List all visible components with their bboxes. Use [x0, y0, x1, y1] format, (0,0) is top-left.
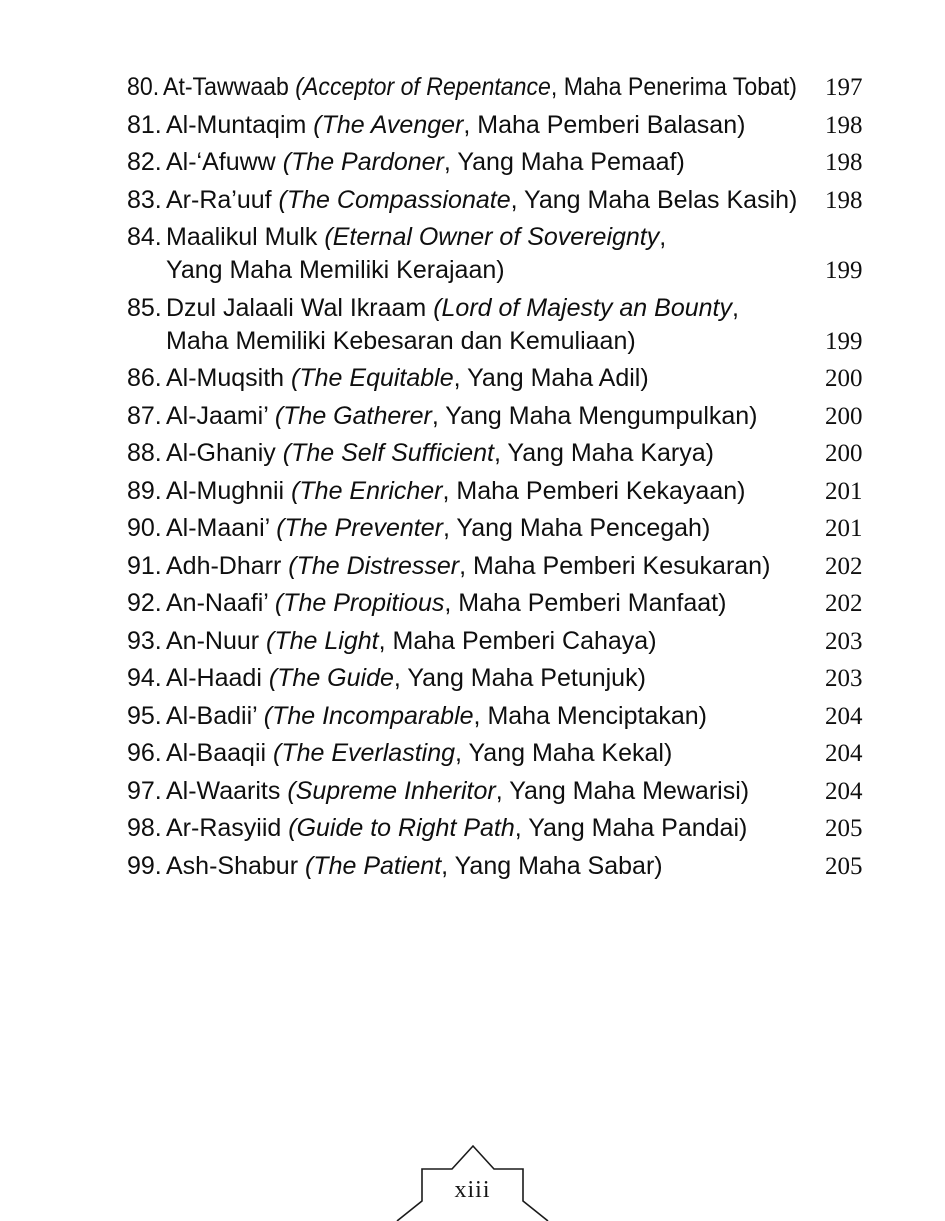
toc-entry-text: [127, 812, 747, 845]
toc-entry-text: [127, 362, 649, 395]
toc-page-number: 202: [825, 590, 863, 617]
toc-page-number: 205: [825, 852, 863, 880]
toc-text: , Yang Maha Karya): [493, 439, 714, 467]
toc-text: An-Nuur: [166, 626, 267, 655]
toc-page-number: 204: [825, 740, 863, 767]
toc-text: Al-Ghaniy: [166, 439, 283, 467]
toc-entry-number: 92.: [127, 589, 162, 617]
toc-text: Al-Badii’: [166, 701, 264, 730]
toc-entry: [127, 475, 865, 508]
toc-entry-text: [127, 700, 707, 733]
toc-entry-number: 96.: [127, 739, 162, 767]
toc-name-english: (The Propitious: [274, 589, 445, 617]
toc-entry-text: [166, 254, 505, 287]
toc-entry-number: 84.: [127, 223, 162, 251]
toc-entry-number: 83.: [127, 185, 162, 214]
toc-entry-text: [127, 625, 657, 658]
toc-text: An-Naafi’: [166, 589, 275, 617]
toc-entry-line: [127, 437, 865, 470]
toc-text: , Yang Maha Belas Kasih): [510, 185, 798, 214]
toc-text: ,: [659, 223, 667, 251]
toc-entry: [127, 221, 865, 287]
toc-name-english: (The Patient: [304, 851, 442, 880]
toc-entry: [127, 700, 865, 733]
toc-name-english: (Acceptor of Repentance: [295, 73, 551, 101]
toc-entry-number: 81.: [127, 110, 162, 139]
toc-text: Maha Memiliki Kebesaran dan Kemuliaan): [166, 326, 636, 355]
toc-page-number: 204: [825, 702, 863, 730]
toc-name-english: (Eternal Owner of Sovereignty: [324, 223, 660, 251]
toc-name-english: (The Compassionate: [278, 185, 511, 214]
toc-entry-line: [127, 625, 865, 658]
toc-name-english: (The Pardoner: [282, 148, 444, 176]
toc-entry-line: [127, 737, 865, 770]
toc-entry-line: [127, 587, 865, 620]
toc-entry-line: [127, 700, 865, 733]
toc-entry: [127, 512, 865, 545]
toc-entry: [127, 400, 865, 433]
toc-text: Adh-Dharr: [166, 551, 289, 580]
toc-name-english: (The Light: [266, 626, 379, 655]
toc-text: Al-‘Afuww: [166, 148, 283, 176]
toc-entry-line: [127, 221, 865, 254]
toc-page-number: 198: [825, 186, 863, 214]
toc-text: , Maha Pemberi Cahaya): [378, 626, 657, 655]
toc-entry-number: 80.: [127, 73, 160, 101]
toc-page-number: 198: [825, 111, 863, 139]
toc-page-number: 201: [825, 477, 863, 505]
toc-entry: [127, 587, 865, 620]
toc-entry-line: [127, 254, 865, 287]
toc-page-number: 200: [825, 365, 863, 392]
toc-entry: [127, 184, 865, 217]
toc-entry-line: [127, 662, 865, 695]
toc-page-number: 200: [825, 440, 863, 467]
toc-page-number: 199: [825, 327, 863, 355]
toc-text: , Yang Maha Pencegah): [442, 514, 711, 542]
toc-entry-text: [127, 221, 666, 254]
toc-name-english: (The Guide: [268, 664, 394, 692]
toc-name-english: (The Distresser: [288, 551, 460, 580]
toc-entry-number: 93.: [127, 626, 162, 655]
toc-text: Al-Waarits: [166, 776, 288, 805]
toc-entry-text: [127, 184, 797, 217]
toc-entry-number: 89.: [127, 476, 162, 505]
toc-text: , Maha Penerima Tobat): [550, 73, 798, 101]
toc-entry-number: 86.: [127, 364, 162, 392]
toc-entry-text: [127, 662, 646, 695]
toc-page-number: 204: [825, 777, 863, 805]
toc-text: Ar-Rasyiid: [166, 814, 289, 842]
toc-text: , Yang Maha Mengumpulkan): [431, 401, 758, 430]
toc-entry-text: [127, 737, 672, 770]
toc-text: , Yang Maha Sabar): [441, 851, 663, 880]
toc-entry-text: [127, 512, 710, 545]
toc-page-number: 197: [825, 74, 863, 101]
toc-text: , Maha Pemberi Manfaat): [444, 589, 727, 617]
toc-text: Al-Maani’: [166, 514, 277, 542]
toc-name-english: (Lord of Majesty an Bounty: [433, 293, 732, 322]
toc-entry-line: [127, 292, 865, 325]
toc-text: Al-Jaami’: [166, 401, 275, 430]
toc-entry-number: 90.: [127, 514, 162, 542]
toc-entry: [127, 812, 865, 845]
toc-name-english: (The Incomparable: [263, 701, 474, 730]
toc-entry: [127, 71, 865, 104]
toc-entry-text: [166, 325, 636, 358]
folio-page-number: xiii: [454, 1177, 491, 1203]
toc-entry-text: [127, 475, 745, 508]
toc-text: Al-Mughnii: [166, 476, 292, 505]
toc-entry: [127, 850, 865, 883]
toc-entry: [127, 146, 865, 179]
toc-entry-line: [127, 400, 865, 433]
toc-page-number: 205: [825, 815, 863, 842]
toc-entry-line: [127, 71, 865, 104]
toc-entry-line: [127, 362, 865, 395]
toc-text: Al-Baaqii: [166, 739, 273, 767]
toc-entry-text: [127, 400, 758, 433]
toc-entry: [127, 550, 865, 583]
toc-entry-number: 82.: [127, 148, 162, 176]
toc-text: Al-Muqsith: [166, 364, 292, 392]
toc-entry-text: [127, 71, 797, 104]
toc-entry-line: [127, 475, 865, 508]
toc-entry-text: [127, 775, 749, 808]
toc-text: , Yang Maha Mewarisi): [495, 776, 750, 805]
toc-text: ,: [731, 293, 739, 322]
toc-entry-line: [127, 775, 865, 808]
toc-text: , Yang Maha Pandai): [514, 814, 748, 842]
toc-name-english: (The Equitable: [291, 364, 454, 392]
toc-text: Al-Haadi: [166, 664, 269, 692]
toc-text: , Maha Pemberi Kekayaan): [442, 476, 746, 505]
toc-name-english: (The Gatherer: [274, 401, 432, 430]
toc-entry-number: 87.: [127, 401, 162, 430]
toc-text: Dzul Jalaali Wal Ikraam: [166, 293, 434, 322]
toc-entry-line: [127, 812, 865, 845]
toc-text: Maalikul Mulk: [166, 223, 325, 251]
toc-name-english: (The Preventer: [276, 514, 443, 542]
toc-entry-number: 99.: [127, 851, 162, 880]
toc-entry-line: [127, 184, 865, 217]
toc-entry-text: [127, 587, 726, 620]
toc-entry-text: [127, 850, 663, 883]
toc-entry-line: [127, 850, 865, 883]
toc-name-english: (Guide to Right Path: [288, 814, 515, 842]
toc-entry-text: [127, 146, 685, 179]
toc-text: , Maha Pemberi Kesukaran): [459, 551, 771, 580]
toc-entry-line: [127, 550, 865, 583]
toc-entry: [127, 625, 865, 658]
toc-text: Al-Muntaqim: [166, 110, 314, 139]
toc-entry: [127, 662, 865, 695]
toc-text: , Yang Maha Petunjuk): [393, 664, 646, 692]
toc-name-english: (The Self Sufficient: [282, 439, 494, 467]
toc-text: Yang Maha Memiliki Kerajaan): [166, 256, 505, 284]
toc-page-number: 200: [825, 402, 863, 430]
toc-entry: [127, 775, 865, 808]
toc-entry-line: [127, 512, 865, 545]
toc-list: [127, 71, 865, 887]
toc-text: , Maha Pemberi Balasan): [463, 110, 746, 139]
toc-entry: [127, 362, 865, 395]
toc-text: , Yang Maha Kekal): [455, 739, 673, 767]
toc-entry-text: [127, 437, 714, 470]
toc-entry: [127, 737, 865, 770]
toc-entry-number: 88.: [127, 439, 162, 467]
toc-entry-text: [127, 292, 739, 325]
toc-entry-text: [127, 550, 770, 583]
toc-text: , Yang Maha Adil): [453, 364, 649, 392]
toc-entry: [127, 109, 865, 142]
toc-name-english: (The Everlasting: [273, 739, 456, 767]
toc-entry-number: 97.: [127, 776, 162, 805]
toc-text: Ar-Ra’uuf: [166, 185, 279, 214]
toc-text: At-Tawwaab: [163, 73, 296, 101]
toc-page-number: 203: [825, 665, 863, 692]
toc-entry: [127, 437, 865, 470]
toc-entry-number: 98.: [127, 814, 162, 842]
toc-page-number: 199: [825, 257, 863, 284]
toc-page-number: 203: [825, 627, 863, 655]
toc-entry-line: [127, 146, 865, 179]
toc-name-english: (Supreme Inheritor: [287, 776, 496, 805]
toc-text: , Maha Menciptakan): [473, 701, 707, 730]
toc-page-number: 198: [825, 149, 863, 176]
toc-text: Ash-Shabur: [166, 851, 305, 880]
toc-entry-number: 94.: [127, 664, 162, 692]
toc-name-english: (The Enricher: [291, 476, 443, 505]
toc-entry-line: [127, 325, 865, 358]
toc-entry-number: 91.: [127, 551, 162, 580]
toc-text: , Yang Maha Pemaaf): [443, 148, 685, 176]
toc-entry-line: [127, 109, 865, 142]
toc-entry: [127, 292, 865, 358]
toc-entry-text: [127, 109, 745, 142]
toc-page-number: 201: [825, 515, 863, 542]
toc-page-number: 202: [825, 552, 863, 580]
toc-entry-number: 85.: [127, 293, 162, 322]
toc-name-english: (The Avenger: [313, 110, 464, 139]
toc-entry-number: 95.: [127, 701, 162, 730]
